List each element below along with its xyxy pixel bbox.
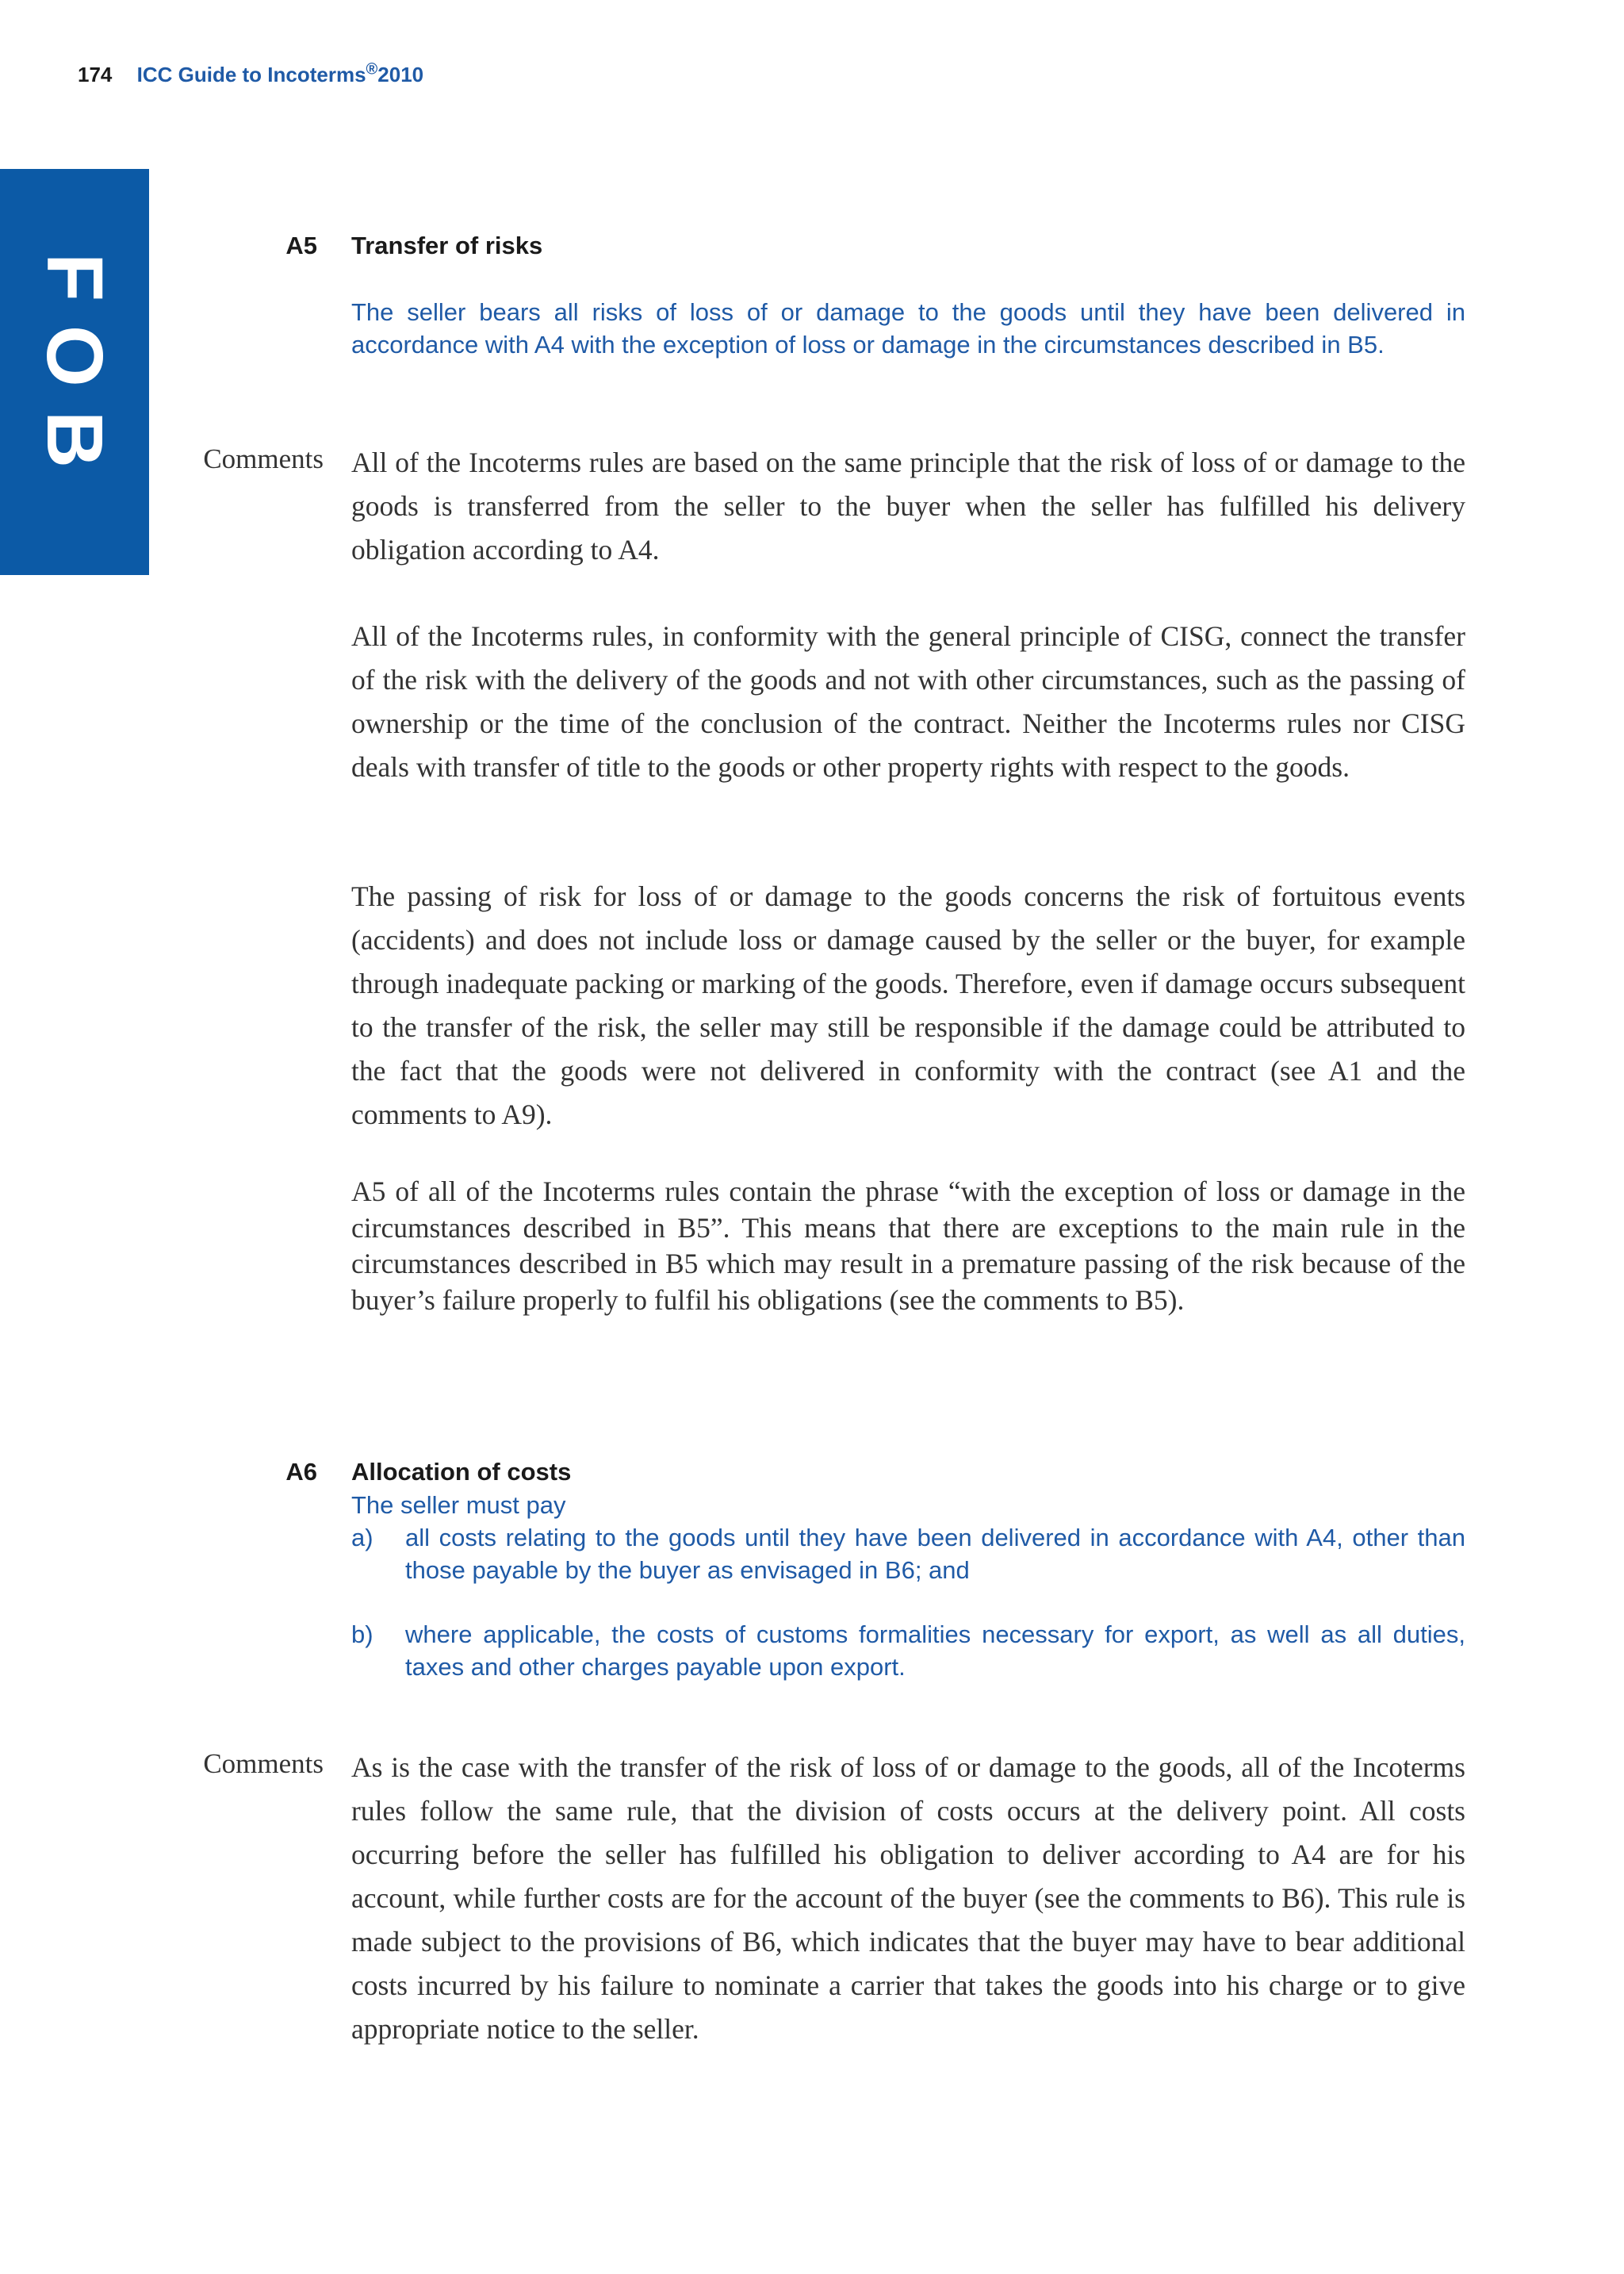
a6-item-a bbox=[351, 1521, 1465, 1586]
a5-comment-paragraph-2: All of the Incoterms rules, in conformity with the general principle of CISG, connect the transfer of the risk with the delivery of the goods and not with other circumstances, such as the passing of ownership or the time of the conclusion of the contract. Neither the Incoterms rules nor CISG deals with transfer of title to the goods or other property rights with respect to the goods. bbox=[351, 620, 1465, 783]
a5-comments-label: Comments bbox=[203, 443, 324, 474]
book-title-text: ICC Guide to Incoterms bbox=[136, 62, 366, 86]
side-tab-label: FOB bbox=[30, 252, 120, 492]
a5-comment-paragraph-1: All of the Incoterms rules are based on the same principle that the risk of loss of or damage to the goods is transferred from the seller to the buyer when the seller has fulfilled his delivery obligation according to A4. bbox=[351, 447, 1465, 566]
a6-item-b bbox=[351, 1618, 1465, 1683]
a6-item-a-text: all costs relating to the goods until they have been delivered in accordance with A4, other than those payable by the buyer as envisaged in B6; and bbox=[405, 1524, 1465, 1584]
a5-rule-text: The seller bears all risks of loss of or damage to the goods until they have been delivered in accordance with A4 with the exception of loss or damage in the circumstances described in B5. bbox=[351, 298, 1465, 359]
a6-code: A6 bbox=[285, 1458, 317, 1486]
page-number: 174 bbox=[78, 62, 113, 86]
a6-item-b-marker: b) bbox=[351, 1620, 373, 1648]
running-header bbox=[78, 60, 423, 87]
side-tab bbox=[0, 169, 149, 575]
a5-comment-paragraph-3: The passing of risk for loss of or damage to the goods concerns the risk of fortuitous events (accidents) and does not include loss or damage caused by the seller or the buyer, for example through inadequate packing or marking of the goods. Therefore, even if damage occurs subsequent to the transfer of the risk, the seller may still be responsible if the damage could be attributed to the fact that the goods were not delivered in conformity with the contract (see A1 and the comments to A9). bbox=[351, 880, 1465, 1130]
book-title bbox=[136, 60, 424, 86]
book-year: 2010 bbox=[377, 62, 424, 86]
registered-mark: ® bbox=[366, 60, 378, 78]
a6-comments-label: Comments bbox=[203, 1748, 324, 1779]
a5-title: Transfer of risks bbox=[351, 232, 543, 259]
a6-item-b-text: where applicable, the costs of customs formalities necessary for export, as well as all duties, taxes and other charges payable upon export. bbox=[405, 1620, 1465, 1681]
a6-intro: The seller must pay bbox=[351, 1491, 566, 1519]
a6-title: Allocation of costs bbox=[351, 1458, 572, 1486]
a6-item-a-marker: a) bbox=[351, 1524, 373, 1551]
a6-comment-paragraph-1: As is the case with the transfer of the risk of loss of or damage to the goods, all of the Incoterms rules follow the same rule, that the division of costs occurs at the delivery point. All costs occurring before the seller has fulfilled his obligation to deliver according to A4 are for his account, while further costs are for the account of the buyer (see the comments to B6). This rule is made subject to the provisions of B6, which indicates that the buyer may have to bear additional costs incurred by his failure to nominate a carrier that takes the goods into his charge or to give appropriate notice to the seller. bbox=[351, 1751, 1465, 2045]
a5-comment-paragraph-4: A5 of all of the Incoterms rules contain the phrase “with the exception of loss or damage in the circumstances described in B5”. This means that there are exceptions to the main rule in the circumstances described in B5 which may result in a premature passing of the risk because of the buyer’s failure properly to fulfil his obligations (see the comments to B5). bbox=[351, 1175, 1465, 1316]
a5-code: A5 bbox=[285, 232, 317, 259]
